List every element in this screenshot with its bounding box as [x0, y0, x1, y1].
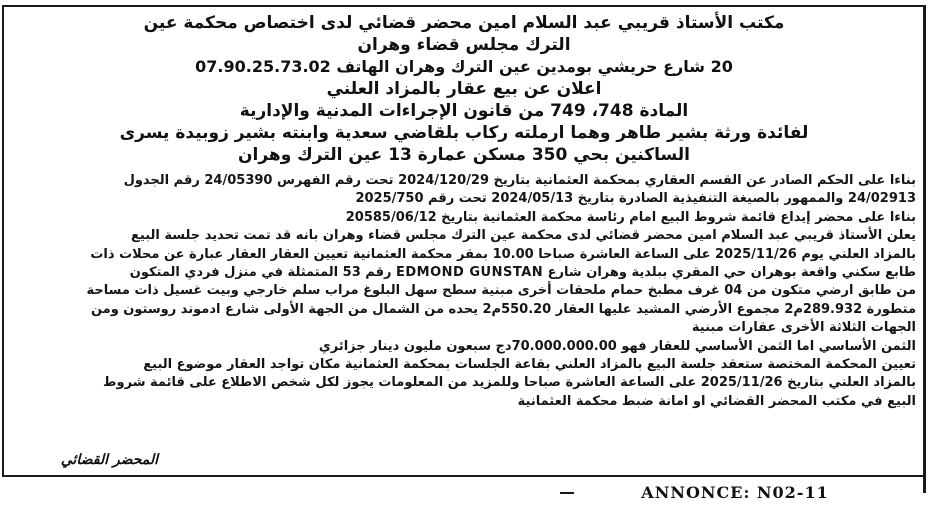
body-line-6-end: رقم 53 المتمثلة في منزل فردي المتكون [129, 265, 392, 281]
annonce-number: ANNONCE: N02-11 [574, 480, 896, 506]
office-title: مكتب الأستاذ قريبي عبد السلام امين محضر قضائي لدى اختصاص محكمة عين [143, 13, 785, 33]
frame-right-edge [923, 5, 926, 493]
body-line-5: بالمزاد العلني يوم 2025/11/26 على الساعة العاشرة صباحا 10.00 بمقر محكمة العثمانية تعيين العقار العقار عبارة عن محلات ذات [90, 246, 916, 262]
body-line-13: البيع في مكتب المحضر القضائي او امانة ضبط محكمة العثمانية [517, 393, 916, 409]
body-line-12: بالمزاد العلني بتاريخ 2025/11/26 على الساعة العاشرة صباحا وللمزيد من المعلومات يجوز لكل شخص الاطلاع على قائمة شروط [103, 375, 916, 391]
body-line-2: 24/02913 والممهور بالصيغة التنفيذية الصادرة بتاريخ 2024/05/13 تحت رقم 2025/750 [355, 191, 916, 207]
body-line-4: يعلن الأستاذ قريبي عبد السلام امين محضر قضائي لدى محكمة عين الترك مجلس قضاء وهران بانه قد تمت تحديد جلسة البيع [131, 228, 916, 244]
bailiff-signature: المحضر القضائي [60, 452, 158, 468]
office-court: الترك مجلس قضاء وهران [357, 35, 571, 55]
announcement-title: اعلان عن بيع عقار بالمزاد العلني [326, 79, 602, 99]
announcement-body [20, 172, 916, 411]
office-address: 20 شارع حريشي بومدين عين الترك وهران الهاتف 07.90.25.73.02 [195, 57, 733, 76]
body-line-1: بناءا على الحكم الصادر عن القسم العقاري بمحكمة العثمانية بتاريخ 2024/120/29 تحت رقم الفهرس 24/05390 رقم الجدول [123, 173, 916, 188]
beneficiaries: لفائدة ورثة بشير طاهر وهما ارملته ركاب بلقاضي سعدية وابنته بشير زوبيدة يسرى [119, 123, 809, 143]
body-line-8: متطورة 289.932م2 مجموع الأرضي المشيد عليها العقار 550.20م2 يحده من الشمال من الجهة الأولى شارع ادموند روستون ومن [90, 301, 916, 317]
annonce-rule [560, 492, 574, 494]
beneficiaries-address: الساكنين بحي 350 مسكن عمارة 13 عين الترك وهران [238, 145, 690, 165]
announcement-header [20, 12, 908, 166]
body-line-6-start: طابع سكني واقعة بوهران حي المقري ببلدية وهران شارع [547, 265, 916, 281]
body-line-3: بناءا على محضر إيداع قائمة شروط البيع امام رئاسة محكمة العثمانية بتاريخ 20585/06/12 [345, 209, 916, 225]
street-name: EDMOND GUNSTAN [396, 265, 544, 281]
body-line-6 [20, 264, 916, 282]
body-line-7: من طابق ارضي متكون من 04 غرف مطبخ حمام ملحقات أخرى مبنية سطح سهل البلوغ مراب سلم خارجي وبيت غسيل ذات مساحة [86, 283, 916, 299]
body-line-9: الجهات الثلاثة الأخرى عقارات مبنية [691, 320, 916, 336]
legal-articles: المادة 748، 749 من قانون الإجراءات المدنية والإدارية [239, 101, 689, 121]
base-price-line: الثمن الأساسي اما الثمن الأساسي للعقار فهو 70.000.000.00دج سبعون مليون دينار جزائري [318, 338, 916, 354]
body-line-11: تعيين المحكمة المختصة ستعقد جلسة البيع بالمزاد العلني بقاعة الجلسات بمحكمة العثمانية مكان تواجد العقار موضوع البيع [143, 357, 916, 373]
